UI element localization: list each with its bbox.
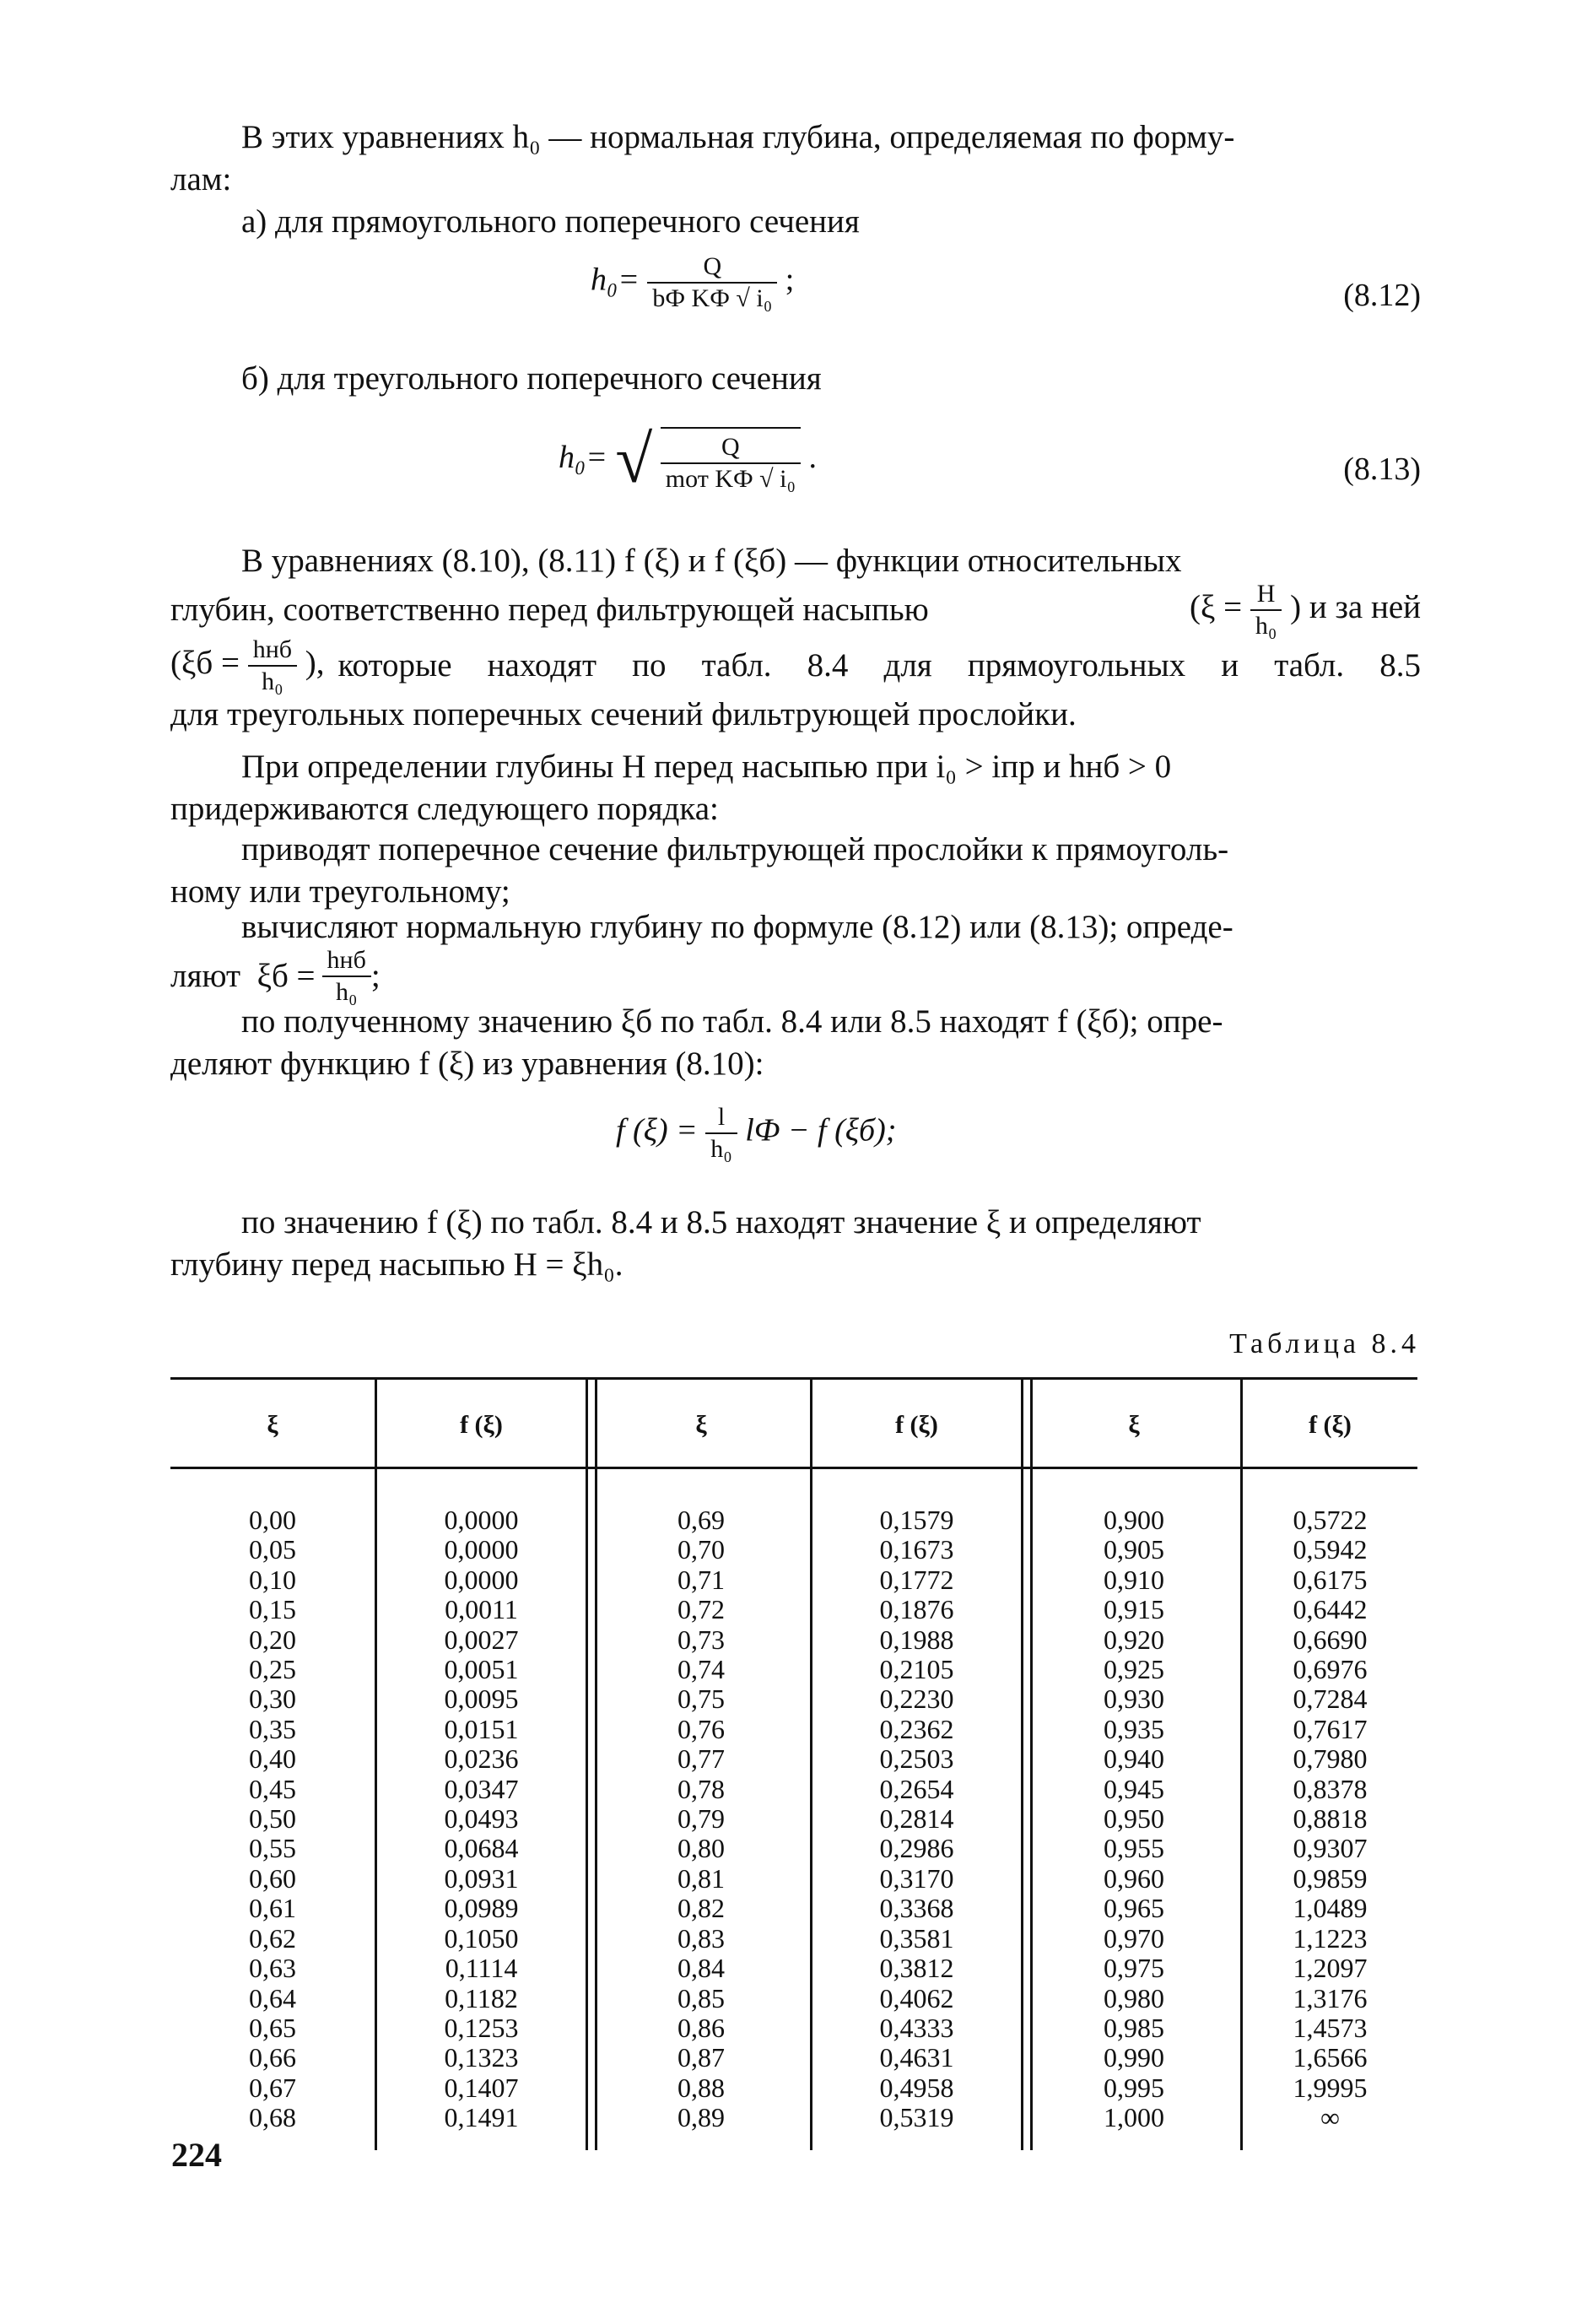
column-f-2 bbox=[812, 1505, 1021, 2133]
table-cell: 0,1579 bbox=[879, 1505, 954, 1535]
xi-def-post: ) bbox=[1290, 588, 1302, 625]
table-cell: 0,67 bbox=[249, 2072, 296, 2103]
eq-812-numerator: Q bbox=[703, 252, 722, 280]
table-cell: 0,6690 bbox=[1293, 1624, 1368, 1655]
paragraph-step-3 bbox=[170, 1001, 1421, 1085]
table-cell: 0,25 bbox=[249, 1654, 296, 1685]
table-cell: 0,84 bbox=[677, 1953, 725, 1984]
table-cell: 0,940 bbox=[1104, 1743, 1164, 1775]
table-cell: 0,9859 bbox=[1293, 1862, 1368, 1894]
table-cell: 0,76 bbox=[677, 1713, 725, 1744]
table-cell: 0,30 bbox=[249, 1684, 296, 1715]
xib-def-fraction bbox=[248, 635, 297, 697]
table-cell: 0,78 bbox=[677, 1773, 725, 1804]
table-cell: 0,75 bbox=[677, 1684, 725, 1715]
table-cell: 1,000 bbox=[1104, 2102, 1164, 2133]
table-cell: 0,995 bbox=[1104, 2072, 1164, 2103]
para4-line-2: ному или треугольному; bbox=[170, 873, 510, 910]
table-cell: 0,0493 bbox=[444, 1803, 519, 1835]
table-cell: 0,5319 bbox=[879, 2102, 954, 2133]
table-cell: 0,0000 bbox=[444, 1534, 519, 1565]
table-cell: 0,3812 bbox=[879, 1953, 954, 1984]
table-cell: 0,4631 bbox=[879, 2042, 954, 2073]
column-xi-3 bbox=[1028, 1505, 1240, 2133]
table-cell: 0,970 bbox=[1104, 1922, 1164, 1954]
table-cell: 0,920 bbox=[1104, 1624, 1164, 1655]
paragraph-procedure bbox=[170, 746, 1421, 830]
paragraph-step-1 bbox=[170, 829, 1421, 913]
table-cell: 0,87 bbox=[677, 2042, 725, 2073]
table-cell: 0,930 bbox=[1104, 1684, 1164, 1715]
header-f-3: f (ξ) bbox=[1309, 1411, 1352, 1439]
table-cell: 0,0684 bbox=[444, 1833, 519, 1864]
paragraph-functions bbox=[170, 540, 1421, 736]
table-cell: 0,86 bbox=[677, 2012, 725, 2043]
table-cell: 0,20 bbox=[249, 1624, 296, 1655]
para2-line-3-text: которые находят по табл. 8.4 для прямоугольных и табл. 8.5 bbox=[337, 647, 1421, 684]
table-cell: 0,6976 bbox=[1293, 1654, 1368, 1685]
item-b bbox=[170, 358, 1421, 400]
equation-8-12-number: (8.12) bbox=[1343, 278, 1421, 313]
intro-line-1: В этих уравнениях h₀ — нормальная глубина, определяемая по форму- bbox=[241, 119, 1235, 155]
eq-812-fraction bbox=[647, 251, 777, 314]
xi-definition bbox=[1190, 579, 1421, 641]
table-cell: 0,1182 bbox=[445, 1982, 518, 2013]
table-cell: 0,6175 bbox=[1293, 1564, 1368, 1595]
table-cell: 0,83 bbox=[677, 1922, 725, 1954]
table-cell: 0,45 bbox=[249, 1773, 296, 1804]
header-xi-1: ξ bbox=[267, 1411, 278, 1439]
table-cell: 0,81 bbox=[677, 1862, 725, 1894]
table-cell: 0,9307 bbox=[1293, 1833, 1368, 1864]
xib-calc-num: hнб bbox=[327, 946, 366, 974]
table-cell: 0,1050 bbox=[444, 1922, 519, 1954]
page-number: 224 bbox=[171, 2136, 222, 2174]
table-cell: 0,0000 bbox=[444, 1505, 519, 1535]
table-cell: 0,1323 bbox=[444, 2042, 519, 2073]
item-b-text: б) для треугольного поперечного сечения bbox=[241, 360, 822, 397]
paragraph-step-4 bbox=[170, 1202, 1421, 1286]
table-cell: 0,3581 bbox=[879, 1922, 954, 1954]
table-cell: 0,40 bbox=[249, 1743, 296, 1775]
table-cell: 0,985 bbox=[1104, 2012, 1164, 2043]
header-xi-2: ξ bbox=[695, 1411, 707, 1439]
table-cell: 0,975 bbox=[1104, 1953, 1164, 1984]
table-cell: 0,1491 bbox=[444, 2102, 519, 2133]
table-cell: 0,0989 bbox=[444, 1893, 519, 1924]
table-cell: 0,3368 bbox=[879, 1893, 954, 1924]
paragraph-step-2 bbox=[170, 906, 1421, 1004]
table-cell: 0,2362 bbox=[879, 1713, 954, 1744]
table-cell: 0,950 bbox=[1104, 1803, 1164, 1835]
header-f-1: f (ξ) bbox=[460, 1411, 503, 1439]
table-cell: 0,0347 bbox=[444, 1773, 519, 1804]
table-cell: 0,900 bbox=[1104, 1505, 1164, 1535]
table-cell: 0,8378 bbox=[1293, 1773, 1368, 1804]
table-top-rule bbox=[170, 1377, 1417, 1380]
para2-line-3 bbox=[170, 635, 1421, 695]
eq-813-fraction bbox=[661, 427, 801, 495]
table-cell: 0,62 bbox=[249, 1922, 296, 1954]
table-cell: 0,910 bbox=[1104, 1564, 1164, 1595]
eq-f-rhs: lФ − f (ξб); bbox=[745, 1112, 897, 1148]
table-cell: 0,960 bbox=[1104, 1862, 1164, 1894]
table-cell: 0,935 bbox=[1104, 1713, 1164, 1744]
column-xi-1 bbox=[170, 1505, 375, 2133]
table-cell: 1,4573 bbox=[1293, 2012, 1368, 2043]
column-f-1 bbox=[377, 1505, 586, 2133]
table-cell: 0,4958 bbox=[879, 2072, 954, 2103]
para2-line-2 bbox=[170, 582, 1421, 638]
xi-def-num: H bbox=[1256, 580, 1276, 608]
table-cell: 0,5942 bbox=[1293, 1534, 1368, 1565]
para5-line-2-text: ляют ξб = bbox=[170, 958, 316, 994]
table-cell: 0,2230 bbox=[879, 1684, 954, 1715]
table-cell: 0,5722 bbox=[1293, 1505, 1368, 1535]
xib-def-num: hнб bbox=[252, 635, 293, 663]
table-cell: 0,82 bbox=[677, 1893, 725, 1924]
table-cell: 0,1988 bbox=[879, 1624, 954, 1655]
table-cell: 0,71 bbox=[677, 1564, 725, 1595]
table-cell: 0,70 bbox=[677, 1534, 725, 1565]
table-cell: 0,15 bbox=[249, 1594, 296, 1625]
eq-813-numerator: Q bbox=[721, 432, 740, 461]
table-cell: 0,905 bbox=[1104, 1534, 1164, 1565]
table-cell: 0,1253 bbox=[444, 2012, 519, 2043]
para5-line-2 bbox=[170, 946, 1421, 1006]
table-cell: 0,73 bbox=[677, 1624, 725, 1655]
table-cell: 0,69 bbox=[677, 1505, 725, 1535]
table-cell: 0,85 bbox=[677, 1982, 725, 2013]
table-cell: 0,35 bbox=[249, 1713, 296, 1744]
table-cell: 0,66 bbox=[249, 2042, 296, 2073]
eq-813-tail: . bbox=[808, 440, 817, 476]
item-a: а) для прямоугольного поперечного сечения bbox=[241, 203, 860, 240]
table-cell: 0,79 bbox=[677, 1803, 725, 1835]
column-xi-2 bbox=[592, 1505, 810, 2133]
table-cell: 0,72 bbox=[677, 1594, 725, 1625]
table-cell: 0,1772 bbox=[879, 1564, 954, 1595]
para2-line-4: для треугольных поперечных сечений фильтрующей прослойки. bbox=[170, 696, 1077, 732]
para7-line-1: по значению f (ξ) по табл. 8.4 и 8.5 находят значение ξ и определяют bbox=[241, 1204, 1201, 1240]
table-cell: 0,0151 bbox=[444, 1713, 519, 1744]
equation-8-13 bbox=[559, 422, 817, 499]
table-cell: 0,68 bbox=[249, 2102, 296, 2133]
table-cell: 0,1876 bbox=[879, 1594, 954, 1625]
table-cell: 0,0027 bbox=[444, 1624, 519, 1655]
table-cell: 1,6566 bbox=[1293, 2042, 1368, 2073]
eq-812-lhs: h₀= bbox=[591, 262, 640, 298]
table-cell: 0,4333 bbox=[879, 2012, 954, 2043]
table-cell: 0,7284 bbox=[1293, 1684, 1368, 1715]
xib-def-den: h₀ bbox=[248, 665, 297, 697]
para6-line-1: по полученному значению ξб по табл. 8.4 или 8.5 находят f (ξб); опре- bbox=[241, 1003, 1223, 1040]
table-cell: 0,7617 bbox=[1293, 1713, 1368, 1744]
table-caption: Таблица 8.4 bbox=[1229, 1328, 1420, 1359]
table-cell: 0,2105 bbox=[879, 1654, 954, 1685]
table-cell: 1,0489 bbox=[1293, 1893, 1368, 1924]
table-cell: 0,0051 bbox=[444, 1654, 519, 1685]
table-cell: 0,50 bbox=[249, 1803, 296, 1835]
eq-813-lhs: h₀= bbox=[559, 440, 607, 476]
table-cell: 1,1223 bbox=[1293, 1922, 1368, 1954]
table-cell: 0,2503 bbox=[879, 1743, 954, 1775]
eq-f-denominator: h₀ bbox=[705, 1132, 737, 1165]
xib-def-post: ), bbox=[305, 644, 325, 681]
table-cell: 0,10 bbox=[249, 1564, 296, 1595]
table-cell: 0,1407 bbox=[444, 2072, 519, 2103]
para2-line-2-text: глубин, соответственно перед фильтрующей насыпью bbox=[170, 592, 929, 628]
intro-line-2: лам: bbox=[170, 161, 232, 197]
table-cell: 0,1673 bbox=[879, 1534, 954, 1565]
table-cell: 0,55 bbox=[249, 1833, 296, 1864]
table-cell: 0,80 bbox=[677, 1833, 725, 1864]
para5-line-1: вычисляют нормальную глубину по формуле (8.12) или (8.13); опреде- bbox=[241, 909, 1233, 945]
table-cell: 0,2986 bbox=[879, 1833, 954, 1864]
table-header-rule bbox=[170, 1467, 1417, 1469]
para2-line-2-tail: и за ней bbox=[1309, 588, 1421, 625]
table-cell: 0,88 bbox=[677, 2072, 725, 2103]
xi-def-fraction bbox=[1250, 579, 1282, 641]
table-cell: 0,0095 bbox=[444, 1684, 519, 1715]
table-cell: 0,8818 bbox=[1293, 1803, 1368, 1835]
table-cell: 0,0000 bbox=[444, 1564, 519, 1595]
table-cell: 0,6442 bbox=[1293, 1594, 1368, 1625]
table-cell: 0,00 bbox=[249, 1505, 296, 1535]
table-cell: 0,05 bbox=[249, 1534, 296, 1565]
xib-calc-den: h₀ bbox=[322, 976, 371, 1008]
para4-line-1: приводят поперечное сечение фильтрующей прослойки к прямоуголь- bbox=[241, 831, 1229, 867]
table-cell: 0,77 bbox=[677, 1743, 725, 1775]
table-cell: 0,60 bbox=[249, 1862, 296, 1894]
table-cell: 0,980 bbox=[1104, 1982, 1164, 2013]
table-cell: 0,0236 bbox=[444, 1743, 519, 1775]
para2-line-1: В уравнениях (8.10), (8.11) f (ξ) и f (ξб) — функции относительных bbox=[241, 543, 1182, 579]
table-cell: 0,64 bbox=[249, 1982, 296, 2013]
eq-813-root-icon: √ bbox=[615, 423, 653, 497]
table-cell: 0,965 bbox=[1104, 1893, 1164, 1924]
table-cell: 0,955 bbox=[1104, 1833, 1164, 1864]
para3-line-1: При определении глубины H перед насыпью при i₀ > iпр и hнб > 0 bbox=[241, 749, 1172, 785]
table-cell: 0,990 bbox=[1104, 2042, 1164, 2073]
column-f-3 bbox=[1243, 1505, 1417, 2133]
table-cell: 0,2814 bbox=[879, 1803, 954, 1835]
xib-calc-fraction bbox=[322, 945, 371, 1008]
table-cell: 0,74 bbox=[677, 1654, 725, 1685]
equation-f-xi bbox=[616, 1102, 896, 1165]
table-cell: 0,2654 bbox=[879, 1773, 954, 1804]
table-cell: 1,2097 bbox=[1293, 1953, 1368, 1984]
eq-813-denominator: mот KФ √ i₀ bbox=[661, 462, 801, 495]
table-cell: 0,1114 bbox=[445, 1953, 518, 1984]
table-cell: 0,0931 bbox=[444, 1862, 519, 1894]
table-cell: 0,945 bbox=[1104, 1773, 1164, 1804]
xi-def-den: h₀ bbox=[1250, 609, 1282, 641]
eq-812-tail: ; bbox=[785, 262, 795, 298]
xi-def-pre: (ξ = bbox=[1190, 588, 1243, 625]
para6-line-2: деляют функцию f (ξ) из уравнения (8.10): bbox=[170, 1046, 764, 1082]
eq-f-fraction bbox=[705, 1102, 737, 1165]
header-xi-3: ξ bbox=[1128, 1411, 1140, 1439]
table-cell: 0,61 bbox=[249, 1893, 296, 1924]
table-cell: 0,4062 bbox=[879, 1982, 954, 2013]
para5-line-2-tail: ; bbox=[370, 958, 381, 994]
table-cell: 0,7980 bbox=[1293, 1743, 1368, 1775]
para3-line-2: придерживаются следующего порядка: bbox=[170, 791, 719, 827]
eq-f-lhs: f (ξ) = bbox=[616, 1112, 698, 1148]
table-cell: 0,89 bbox=[677, 2102, 725, 2133]
header-f-2: f (ξ) bbox=[895, 1411, 938, 1439]
table-cell: 0,0011 bbox=[445, 1594, 518, 1625]
intro-paragraph bbox=[170, 116, 1421, 243]
table-cell: 0,63 bbox=[249, 1953, 296, 1984]
eq-f-numerator: l bbox=[717, 1103, 726, 1131]
eq-812-denominator: bФ KФ √ i₀ bbox=[647, 282, 777, 314]
table-cell: ∞ bbox=[1320, 2102, 1340, 2133]
xib-definition bbox=[170, 635, 325, 697]
xib-def-pre: (ξб = bbox=[170, 644, 240, 681]
equation-8-12 bbox=[591, 251, 794, 314]
table-cell: 1,9995 bbox=[1293, 2072, 1368, 2103]
table-cell: 0,65 bbox=[249, 2012, 296, 2043]
table-cell: 0,925 bbox=[1104, 1654, 1164, 1685]
para7-line-2: глубину перед насыпью H = ξh₀. bbox=[170, 1246, 623, 1283]
equation-8-13-number: (8.13) bbox=[1343, 451, 1421, 487]
table-cell: 0,3170 bbox=[879, 1862, 954, 1894]
table-cell: 1,3176 bbox=[1293, 1982, 1368, 2013]
table-cell: 0,915 bbox=[1104, 1594, 1164, 1625]
